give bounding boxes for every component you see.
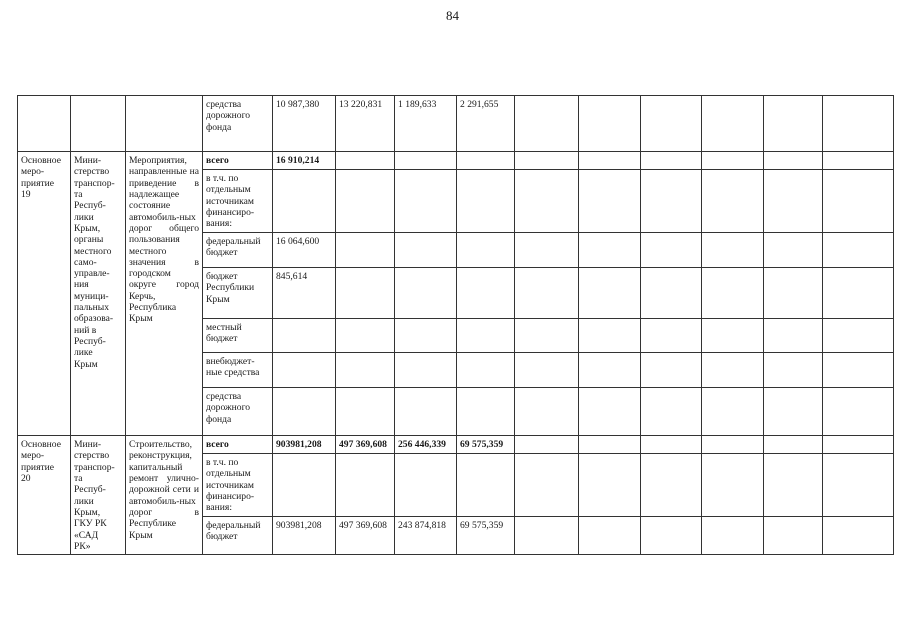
value-cell	[273, 454, 336, 517]
value-cell	[641, 517, 702, 555]
value-cell	[579, 319, 641, 353]
value-cell	[641, 268, 702, 319]
value-cell	[702, 436, 764, 454]
value-cell	[764, 436, 823, 454]
funding-source-cell-text: бюджет Республики Крым	[206, 271, 255, 305]
executor-cell-text: Мини- стерство транспор- та Респуб- лики Крым, органы местного само- управле- ния муници- пальных образова- ний в Респуб- лике Крым	[74, 155, 115, 370]
value-cell	[764, 233, 823, 268]
funding-source-cell-text: внебюджет- ные средства	[206, 356, 260, 379]
table-row	[18, 436, 894, 454]
value-cell	[395, 233, 457, 268]
value-cell	[823, 268, 894, 319]
funding-source-cell	[203, 353, 273, 388]
value-cell	[823, 319, 894, 353]
value-cell	[823, 436, 894, 454]
value-cell	[395, 388, 457, 436]
value-cell	[273, 388, 336, 436]
value-cell	[579, 517, 641, 555]
funding-source-cell	[203, 436, 273, 454]
value-cell	[702, 319, 764, 353]
value-cell	[579, 152, 641, 170]
value-cell	[457, 388, 515, 436]
value-cell	[515, 170, 579, 233]
value-cell	[273, 319, 336, 353]
funding-source-cell-text: средства дорожного фонда	[206, 391, 251, 425]
funding-source-cell	[203, 96, 273, 152]
value-cell: 845,614	[273, 268, 336, 319]
value-cell	[457, 268, 515, 319]
value-cell: 903981,208	[273, 436, 336, 454]
value-cell	[702, 517, 764, 555]
funding-source-cell-text: средства дорожного фонда	[206, 99, 251, 133]
value-cell	[515, 319, 579, 353]
value-cell	[515, 353, 579, 388]
value-cell	[515, 436, 579, 454]
value-cell	[641, 319, 702, 353]
value-cell	[395, 152, 457, 170]
value-cell	[336, 353, 395, 388]
executor-cell	[71, 96, 126, 152]
value-cell	[457, 319, 515, 353]
funding-source-cell-text: в т.ч. по отдельным источникам финансиро- вания:	[206, 457, 255, 514]
value-cell	[336, 454, 395, 517]
value-cell: 13 220,831	[336, 96, 395, 152]
value-cell	[457, 353, 515, 388]
description-cell: Мероприятия, направленные на приведение в надлежащее состояние автомобиль-ных дорог общего пользования местного значения в городском округе город Керчь, Республика Крым	[126, 152, 203, 436]
value-cell	[579, 436, 641, 454]
value-cell	[579, 170, 641, 233]
value-cell	[764, 170, 823, 233]
funding-source-cell	[203, 233, 273, 268]
value-cell	[823, 152, 894, 170]
value-cell	[823, 96, 894, 152]
table-row	[18, 152, 894, 170]
value-cell	[579, 96, 641, 152]
funding-source-cell	[203, 454, 273, 517]
budget-table	[17, 95, 894, 555]
value-cell	[336, 170, 395, 233]
value-cell	[702, 454, 764, 517]
value-cell	[273, 353, 336, 388]
value-cell	[395, 353, 457, 388]
value-cell: 69 575,359	[457, 517, 515, 555]
value-cell	[336, 268, 395, 319]
value-cell	[823, 170, 894, 233]
value-cell	[515, 233, 579, 268]
value-cell: 1 189,633	[395, 96, 457, 152]
value-cell	[764, 319, 823, 353]
value-cell	[823, 233, 894, 268]
event-name-cell	[18, 96, 71, 152]
value-cell: 2 291,655	[457, 96, 515, 152]
funding-source-cell	[203, 388, 273, 436]
value-cell	[395, 454, 457, 517]
value-cell	[579, 233, 641, 268]
description-cell: Строительство, реконструкция, капитальный ремонт улично-дорожной сети и автомобиль-ных дорог в Республике Крым	[126, 436, 203, 555]
value-cell	[395, 319, 457, 353]
funding-source-cell	[203, 319, 273, 353]
value-cell	[641, 170, 702, 233]
value-cell	[457, 454, 515, 517]
funding-source-cell-text: в т.ч. по отдельным источникам финансиро- вания:	[206, 173, 255, 230]
value-cell	[702, 170, 764, 233]
value-cell: 497 369,608	[336, 517, 395, 555]
value-cell	[702, 233, 764, 268]
value-cell	[764, 96, 823, 152]
funding-source-cell-text: местный бюджет	[206, 322, 242, 345]
value-cell	[764, 268, 823, 319]
value-cell	[702, 388, 764, 436]
value-cell	[823, 388, 894, 436]
event-name-cell	[18, 436, 71, 555]
funding-source-cell	[203, 268, 273, 319]
value-cell: 69 575,359	[457, 436, 515, 454]
funding-source-cell	[203, 517, 273, 555]
value-cell: 256 446,339	[395, 436, 457, 454]
funding-source-cell-text: всего	[206, 155, 229, 166]
value-cell	[702, 152, 764, 170]
value-cell	[395, 268, 457, 319]
funding-source-cell	[203, 152, 273, 170]
value-cell	[702, 353, 764, 388]
value-cell	[641, 454, 702, 517]
value-cell	[395, 170, 457, 233]
value-cell	[515, 96, 579, 152]
value-cell	[641, 233, 702, 268]
value-cell	[515, 268, 579, 319]
value-cell: 497 369,608	[336, 436, 395, 454]
value-cell	[336, 233, 395, 268]
value-cell: 16 064,600	[273, 233, 336, 268]
value-cell	[764, 454, 823, 517]
value-cell	[579, 268, 641, 319]
value-cell	[336, 388, 395, 436]
value-cell: 243 874,818	[395, 517, 457, 555]
executor-cell-text: Мини- стерство транспор- та Респуб- лики Крым, ГКУ РК «САД РК»	[74, 439, 115, 552]
value-cell	[273, 170, 336, 233]
value-cell	[641, 436, 702, 454]
value-cell: 903981,208	[273, 517, 336, 555]
event-name-cell-text: Основное меро- приятие 19	[21, 155, 61, 200]
value-cell	[641, 96, 702, 152]
value-cell	[579, 353, 641, 388]
value-cell	[336, 152, 395, 170]
value-cell	[515, 388, 579, 436]
funding-source-cell-text: федеральный бюджет	[206, 520, 261, 543]
value-cell	[515, 454, 579, 517]
value-cell	[457, 233, 515, 268]
value-cell	[579, 388, 641, 436]
value-cell	[764, 152, 823, 170]
value-cell	[641, 353, 702, 388]
value-cell: 16 910,214	[273, 152, 336, 170]
value-cell: 10 987,380	[273, 96, 336, 152]
value-cell	[702, 268, 764, 319]
description-cell	[126, 96, 203, 152]
value-cell	[515, 517, 579, 555]
event-name-cell	[18, 152, 71, 436]
event-name-cell-text: Основное меро- приятие 20	[21, 439, 61, 484]
funding-source-cell-text: федеральный бюджет	[206, 236, 261, 259]
value-cell	[457, 152, 515, 170]
funding-source-cell-text: всего	[206, 439, 229, 450]
page-number: 84	[446, 8, 459, 23]
value-cell	[823, 517, 894, 555]
value-cell	[764, 388, 823, 436]
table-row	[18, 96, 894, 152]
value-cell	[641, 388, 702, 436]
value-cell	[823, 454, 894, 517]
executor-cell	[71, 436, 126, 555]
value-cell	[702, 96, 764, 152]
value-cell	[823, 353, 894, 388]
value-cell	[579, 454, 641, 517]
value-cell	[515, 152, 579, 170]
executor-cell	[71, 152, 126, 436]
value-cell	[764, 517, 823, 555]
value-cell	[336, 319, 395, 353]
value-cell	[764, 353, 823, 388]
value-cell	[641, 152, 702, 170]
value-cell	[457, 170, 515, 233]
funding-source-cell	[203, 170, 273, 233]
